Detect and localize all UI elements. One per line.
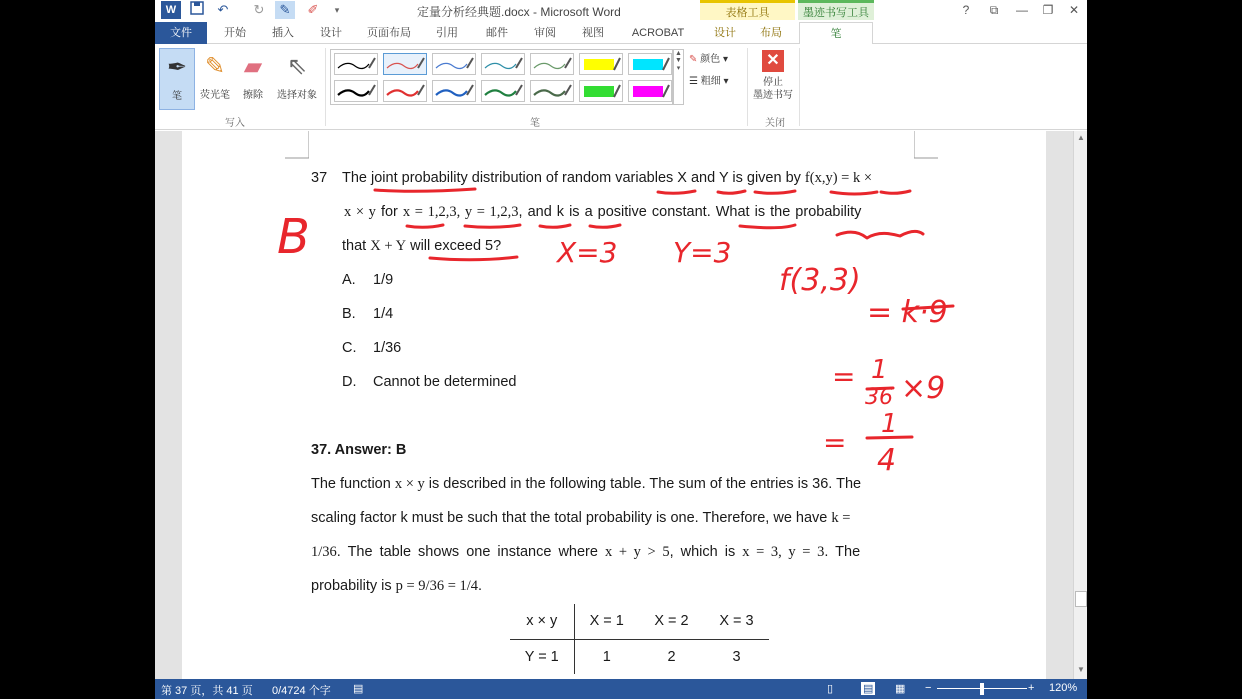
tab-references[interactable]: 引用 [436, 27, 458, 39]
highlighter-swatch-icon [629, 54, 671, 74]
ink-equals: = [832, 360, 856, 393]
table-cell: x × y [510, 604, 574, 639]
ink-f-value: f(3,3) [779, 263, 861, 298]
word-window [155, 0, 1087, 699]
pen-style-swatch[interactable] [432, 53, 476, 75]
question-line-2: x × y for x = 1,2,3, y = 1,2,3, and k is a positive constant. What is the probability [344, 204, 862, 220]
option-label: C. [342, 340, 357, 356]
option-label: B. [342, 306, 356, 322]
pen-style-swatch[interactable] [383, 80, 427, 102]
pen-swatch-icon [433, 81, 475, 101]
zoom-out-button[interactable]: − [925, 682, 932, 694]
tab-page-layout[interactable]: 页面布局 [367, 27, 411, 39]
undo-icon[interactable]: ↶ [217, 2, 229, 17]
pen-swatch-icon [384, 81, 426, 101]
scroll-up-icon[interactable]: ▲ [1077, 133, 1085, 142]
ink-answer-letter: B [277, 209, 310, 265]
pen-style-swatch[interactable] [481, 80, 525, 102]
save-icon[interactable] [187, 1, 207, 19]
ink-fraction-numerator: 1 [881, 409, 898, 439]
pen-style-swatch[interactable] [481, 53, 525, 75]
tab-mailings[interactable]: 邮件 [486, 27, 508, 39]
vertical-scrollbar[interactable] [1073, 131, 1087, 679]
group-label-pens: 笔 [530, 118, 540, 129]
pen-style-swatch[interactable] [530, 53, 574, 75]
thickness-icon: ☰ [689, 76, 698, 87]
pen-style-swatch[interactable] [628, 53, 672, 75]
cursor-arrow-icon: ⇖ [286, 53, 308, 80]
option-text: 1/4 [373, 306, 394, 322]
print-layout-icon[interactable]: ▤ [863, 683, 874, 695]
eraser-icon: ▰ [243, 53, 263, 80]
pen-swatch-icon [531, 54, 573, 74]
table-header-row [510, 604, 769, 639]
redo-icon[interactable]: ↻ [253, 2, 265, 17]
pen-thickness-button[interactable]: ☰ 粗细 ▾ [689, 76, 729, 87]
context-header-ink-tools: 墨迹书写工具 [798, 0, 874, 20]
ink-times-nine: ×9 [901, 371, 946, 406]
pen-button[interactable]: ✒ 笔 [159, 48, 195, 110]
answer-line-3: 1/36. The table shows one instance where x + y > 5, which is x = 3, y = 3. The [311, 544, 861, 560]
group-separator [747, 48, 748, 126]
ink-fraction-denominator: 36 [865, 385, 893, 410]
page-count[interactable]: 第 37 页，共 41 页 [161, 685, 253, 697]
word-count[interactable]: 0/4724 个字 [272, 685, 331, 697]
answer-heading: 37. Answer: B [311, 442, 407, 458]
pen-icon: ✒ [166, 54, 188, 81]
document-title: 定量分析经典题.docx - Microsoft Word [417, 5, 621, 19]
pen-swatch-icon [384, 54, 426, 74]
tab-pens[interactable]: 笔 [799, 22, 873, 45]
tab-view[interactable]: 视图 [582, 27, 604, 39]
pen-style-gallery[interactable] [330, 49, 673, 105]
answer-line-2: scaling factor k must be such that the total probability is one. Therefore, we have k = [311, 510, 851, 526]
highlighter-swatch-icon [629, 81, 671, 101]
pen-swatch-icon [482, 81, 524, 101]
help-button[interactable]: ? [962, 3, 970, 17]
tab-design[interactable]: 设计 [320, 27, 342, 39]
context-header-table-tools: 表格工具 [700, 0, 795, 20]
ink-y-equals: Y=3 [673, 236, 732, 269]
pen-style-swatch[interactable] [432, 80, 476, 102]
question-line-3: that X + Y will exceed 5? [342, 238, 502, 254]
group-separator [799, 48, 800, 126]
table-cell: 2 [667, 648, 676, 665]
table-cell: 3 [732, 648, 741, 665]
zoom-in-button[interactable]: + [1028, 682, 1035, 694]
ink-equals: = [823, 426, 847, 459]
pen-style-swatch[interactable] [579, 80, 623, 102]
margin-corner-mark [285, 131, 309, 159]
tab-acrobat[interactable]: ACROBAT [631, 27, 685, 39]
customize-qat-icon[interactable]: ▾ [334, 5, 340, 15]
ink-fraction-numerator: 1 [871, 355, 888, 385]
pen-swatch-icon [531, 81, 573, 101]
minimize-button[interactable]: — [1016, 3, 1028, 17]
status-bar [155, 679, 1087, 699]
tab-home[interactable]: 开始 [224, 27, 246, 39]
document-page[interactable] [182, 131, 1046, 679]
pen-color-button[interactable]: ✎ 颜色 ▾ [689, 54, 728, 65]
highlighter-swatch-icon [580, 81, 622, 101]
zoom-level[interactable]: 120% [1049, 682, 1078, 694]
stop-icon: ✕ [762, 50, 784, 72]
proofing-icon[interactable]: ▤ [353, 683, 364, 695]
eraser-quick-icon[interactable]: ✐ [307, 2, 319, 17]
eraser-button[interactable]: ▰ 擦除 [237, 48, 269, 110]
pen-style-swatch[interactable] [334, 53, 378, 75]
pen-style-swatch[interactable] [334, 80, 378, 102]
ribbon-display-options-button[interactable]: ⧉ [989, 3, 999, 17]
ink-fraction-denominator: 4 [877, 443, 897, 478]
table-cell: X = 2 [639, 604, 704, 639]
scroll-down-icon[interactable]: ▼ [1077, 665, 1085, 674]
document-area[interactable] [155, 131, 1073, 679]
pen-quick-icon[interactable]: ✎ [275, 1, 295, 19]
probability-table [510, 604, 769, 674]
margin-corner-mark [914, 131, 938, 159]
highlighter-icon: ✎ [204, 53, 226, 80]
pen-swatch-icon [335, 54, 377, 74]
pen-style-swatch[interactable] [530, 80, 574, 102]
pen-style-swatch[interactable] [628, 80, 672, 102]
answer-line-4: probability is p = 9/36 = 1/4. [311, 578, 483, 594]
pen-style-swatch[interactable] [383, 53, 427, 75]
option-label: A. [342, 272, 356, 288]
word-app-icon: W [161, 1, 181, 19]
ink-k-times-9: = k·9 [867, 295, 948, 330]
read-mode-icon[interactable]: ▯ [827, 683, 834, 695]
pen-style-swatch[interactable] [579, 53, 623, 75]
group-separator [325, 48, 326, 126]
pen-color-icon: ✎ [689, 54, 698, 65]
pen-swatch-icon [335, 81, 377, 101]
ink-x-equals: X=3 [557, 236, 618, 269]
select-objects-button[interactable]: ⇖ 选择对象 [273, 48, 321, 110]
group-label-close: 关闭 [765, 118, 785, 129]
group-label-write: 写入 [225, 118, 245, 129]
ribbon-tab-bar [155, 22, 1087, 44]
table-cell: 1 [602, 648, 611, 665]
table-cell: Y = 1 [510, 639, 574, 674]
answer-line-1: The function x × y is described in the following table. The sum of the entries is 36. The [311, 476, 862, 492]
scroll-thumb[interactable] [1075, 591, 1087, 607]
table-cell: X = 3 [704, 604, 769, 639]
option-text: Cannot be determined [373, 374, 517, 390]
option-label: D. [342, 374, 357, 390]
tab-file[interactable]: 文件 [155, 22, 207, 44]
gallery-scroll[interactable]: ▲ ▼ ▾ [673, 49, 684, 105]
table-cell: X = 1 [574, 604, 639, 639]
question-number: 37 [311, 170, 328, 186]
pen-swatch-icon [482, 54, 524, 74]
table-row [510, 639, 769, 674]
tab-insert[interactable]: 插入 [272, 27, 294, 39]
pen-swatch-icon [433, 54, 475, 74]
highlighter-button[interactable]: ✎ 荧光笔 [197, 48, 233, 110]
stop-inking-button[interactable]: ✕ 停止 墨迹书写 [753, 52, 793, 101]
question-line-1: The joint probability distribution of random variables X and Y is given by f(x,y) = k × [342, 170, 873, 186]
highlighter-swatch-icon [580, 54, 622, 74]
ribbon-pens [155, 44, 1087, 130]
tab-table-design[interactable]: 设计 [714, 27, 736, 39]
web-layout-icon[interactable]: ▦ [895, 683, 906, 695]
close-window-button[interactable]: ✕ [1068, 3, 1080, 17]
option-text: 1/36 [373, 340, 402, 356]
zoom-slider-thumb[interactable] [980, 683, 984, 695]
maximize-button[interactable]: ❐ [1042, 3, 1054, 17]
tab-review[interactable]: 审阅 [534, 27, 556, 39]
title-bar [155, 0, 1087, 22]
tab-table-layout[interactable]: 布局 [760, 27, 782, 39]
option-text: 1/9 [373, 272, 394, 288]
